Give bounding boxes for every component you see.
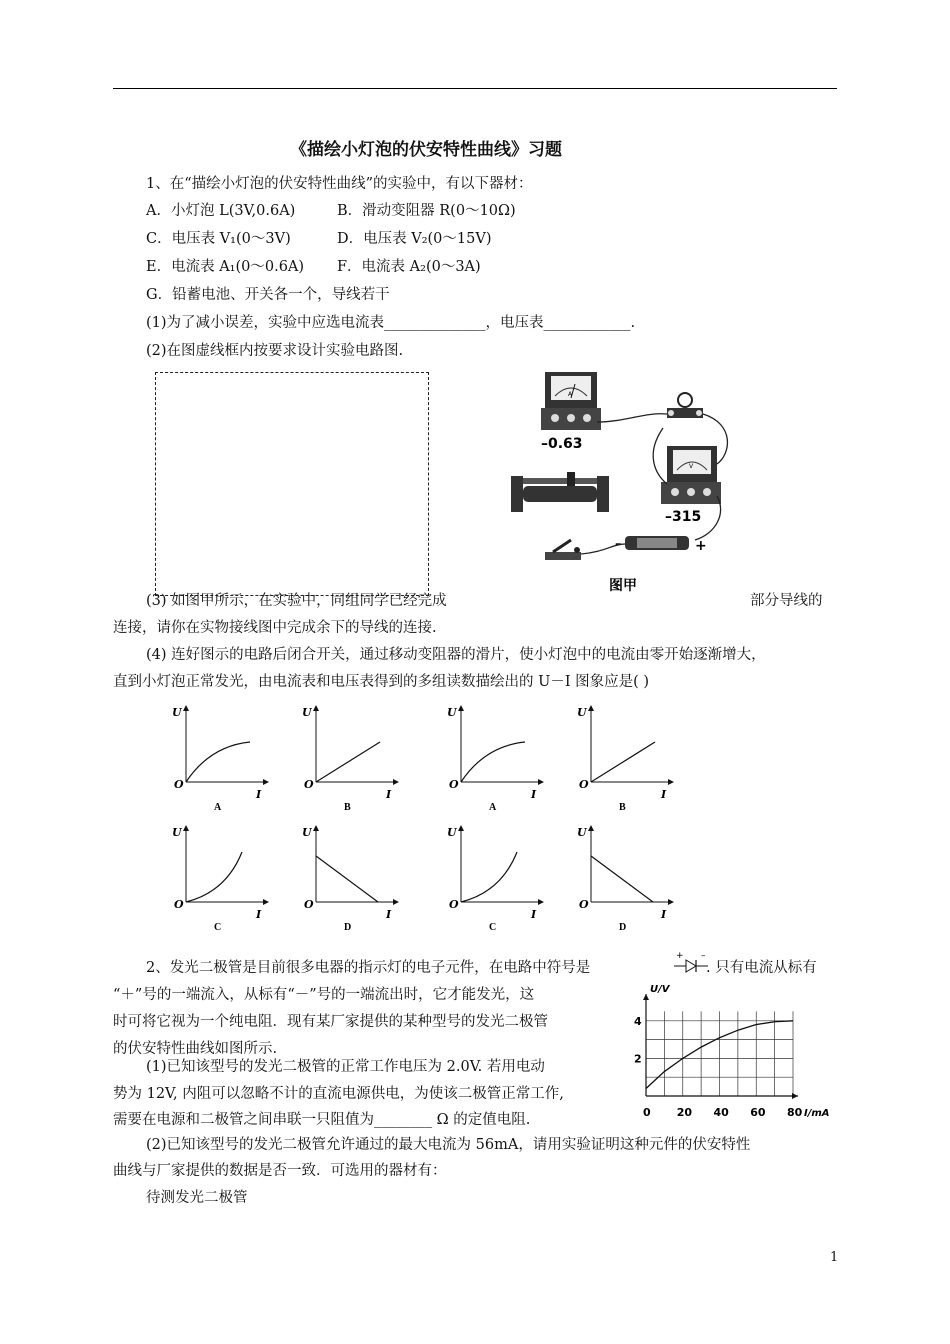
svg-text:I: I <box>386 908 392 921</box>
apparatus-figure <box>505 364 735 596</box>
svg-text:I: I <box>531 788 537 801</box>
svg-text:C: C <box>489 922 497 933</box>
option-d: D．电压表 V₂(0～15V) <box>337 231 492 247</box>
graph-a-2 <box>447 706 543 813</box>
x-axis-arrow <box>792 1093 798 1099</box>
graph-d-1 <box>302 826 398 933</box>
graph-c-2 <box>447 826 543 933</box>
q2-line9: 曲线与厂家提供的数据是否一致．可选用的器材有： <box>113 1163 447 1179</box>
svg-text:B: B <box>344 802 351 813</box>
svg-text:U: U <box>577 706 587 719</box>
svg-text:U: U <box>302 706 312 719</box>
option-f: F．电流表 A₂(0～3A) <box>337 259 481 275</box>
graph-a-1 <box>172 706 268 813</box>
svg-text:V: V <box>689 463 694 470</box>
ammeter-terminal-label: –0.63 <box>541 436 583 452</box>
svg-text:I: I <box>531 908 537 921</box>
svg-text:I: I <box>661 908 667 921</box>
q2-line10: 待测发光二极管 <box>146 1190 248 1206</box>
svg-text:C: C <box>214 922 222 933</box>
q2-line1-a: 2、发光二极管是目前很多电器的指示灯的电子元件，在电路中符号是 <box>146 960 591 976</box>
svg-text:I: I <box>386 788 392 801</box>
svg-text:I: I <box>256 788 262 801</box>
q1-part4-a: (4) 连好图示的电路后闭合开关，通过移动变阻器的滑片，使小灯泡中的电流由零开始逐渐增大， <box>146 647 766 663</box>
svg-text:O: O <box>304 898 314 911</box>
svg-text:O: O <box>579 898 589 911</box>
q1-part3-b: 部分导线的 <box>750 593 823 609</box>
svg-text:U: U <box>577 826 587 839</box>
x-axis-label: I/mA <box>804 1108 830 1119</box>
option-e: E．电流表 A₁(0～0.6A) <box>146 259 305 275</box>
svg-text:–: – <box>701 951 706 961</box>
battery-minus-label: – <box>615 537 622 552</box>
circuit-design-box <box>155 372 429 596</box>
q2-line7: 需要在电源和二极管之间串联一只阻值为________ Ω 的定值电阻. <box>113 1112 531 1128</box>
rheostat-icon <box>511 472 609 512</box>
y-tick-label: 4 <box>634 1014 642 1028</box>
svg-text:U: U <box>172 826 182 839</box>
svg-text:+: + <box>676 951 684 961</box>
svg-text:A: A <box>214 802 222 813</box>
svg-text:U: U <box>447 826 457 839</box>
option-b: B．滑动变阻器 R(0～10Ω) <box>337 203 516 219</box>
x-tick-label: 80 <box>787 1106 803 1119</box>
graph-c-1 <box>172 826 268 933</box>
svg-text:B: B <box>619 802 626 813</box>
svg-text:O: O <box>174 898 184 911</box>
q2-line3: 时可将它视为一个纯电阻．现有某厂家提供的某种型号的发光二极管 <box>113 1014 548 1030</box>
graph-b-2 <box>577 706 673 813</box>
q2-line8: (2)已知该型号的发光二极管允许通过的最大电流为 56mA，请用实验证明这种元件的伏安特性 <box>146 1137 751 1153</box>
svg-text:U: U <box>172 706 182 719</box>
ammeter-icon <box>541 372 601 430</box>
diode-symbol-icon <box>674 950 710 976</box>
svg-text:O: O <box>174 778 184 791</box>
voltmeter-icon <box>661 446 721 504</box>
option-a: A．小灯泡 L(3V,0.6A) <box>146 203 296 219</box>
y-tick-label: 2 <box>634 1052 642 1066</box>
q2-line2: “＋”号的一端流入，从标有“－”号的一端流出时，它才能发光，这 <box>113 987 535 1003</box>
option-c: C．电压表 V₁(0～3V) <box>146 231 291 247</box>
svg-text:U: U <box>447 706 457 719</box>
switch-icon <box>545 540 581 560</box>
svg-text:I: I <box>661 788 667 801</box>
figure-caption: 图甲 <box>609 578 637 594</box>
q1-part3-a: (3) 如图甲所示，在实验中，同组同学已经完成 <box>146 593 447 609</box>
svg-text:I: I <box>256 908 262 921</box>
svg-text:A: A <box>489 802 497 813</box>
svg-text:O: O <box>449 898 459 911</box>
svg-text:A: A <box>568 391 573 398</box>
svg-text:O: O <box>304 778 314 791</box>
q1-part2: (2)在图虚线框内按要求设计实验电路图. <box>146 343 404 359</box>
voltmeter-terminal-label: –315 <box>665 509 702 525</box>
ui-graph-options <box>160 700 700 940</box>
graph-d-2 <box>577 826 673 933</box>
x-tick-label: 0 <box>643 1106 651 1119</box>
lamp-icon <box>667 393 703 418</box>
svg-text:O: O <box>579 778 589 791</box>
svg-text:D: D <box>344 922 352 933</box>
x-tick-label: 20 <box>676 1106 693 1119</box>
led-iv-chart <box>630 978 842 1122</box>
y-axis-arrow <box>643 994 649 1000</box>
svg-text:U: U <box>302 826 312 839</box>
q1-part3-c: 连接，请你在实物接线图中完成余下的导线的连接. <box>113 620 437 636</box>
q1-part1: (1)为了减小误差，实验中应选电流表______________，电压表____________. <box>146 315 636 331</box>
q2-line4: 的伏安特性曲线如图所示. <box>113 1041 278 1057</box>
x-tick-label: 40 <box>713 1106 729 1119</box>
x-tick-label: 60 <box>750 1106 766 1119</box>
option-g: G．铅蓄电池、开关各一个，导线若干 <box>146 287 390 303</box>
svg-text:O: O <box>449 778 459 791</box>
graph-b-1 <box>302 706 398 813</box>
q2-line6: 势为 12V, 内阻可以忽略不计的直流电源供电，为使该二极管正常工作, <box>113 1086 564 1102</box>
q2-line5: (1)已知该型号的发光二极管的正常工作电压为 2.0V. 若用电动 <box>146 1059 545 1075</box>
y-axis-label: U/V <box>650 984 670 995</box>
battery-icon <box>625 536 689 550</box>
page-number: 1 <box>830 1250 839 1265</box>
header-rule <box>113 88 837 89</box>
svg-text:D: D <box>619 922 627 933</box>
q1-intro: 1、在“描绘小灯泡的伏安特性曲线”的实验中，有以下器材： <box>146 176 533 192</box>
page-title: 《描绘小灯泡的伏安特性曲线》习题 <box>290 140 562 160</box>
battery-plus-label: + <box>695 538 707 554</box>
q2-line1-b: . 只有电流从标有 <box>706 960 817 976</box>
q1-part4-b: 直到小灯泡正常发光，由电流表和电压表得到的多组读数描绘出的 U－I 图象应是( ) <box>113 674 650 690</box>
